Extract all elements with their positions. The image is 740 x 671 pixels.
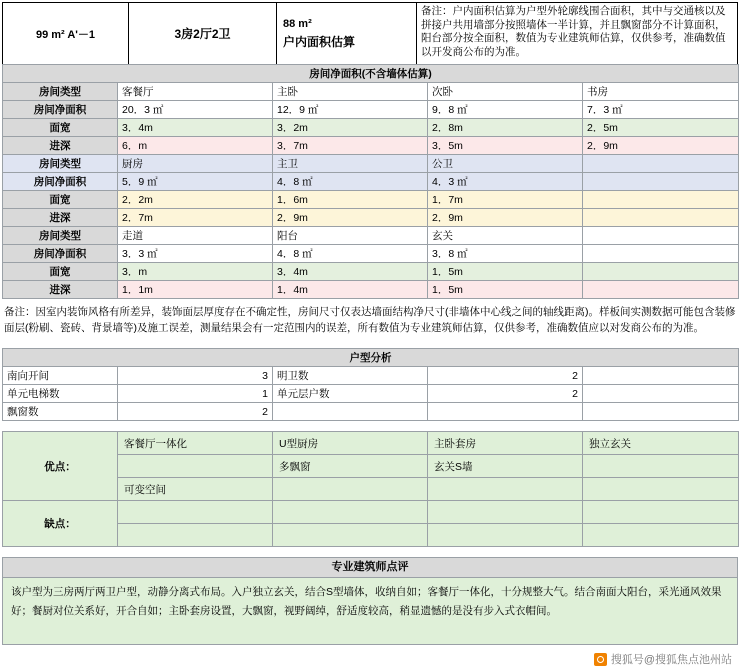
analysis-key (273, 403, 428, 421)
cell: 2．5m (583, 119, 739, 137)
area-cell (277, 3, 417, 64)
cell: 走道 (118, 227, 273, 245)
analysis-key: 南向开间 (3, 367, 118, 385)
pros-item: U型厨房 (273, 432, 428, 455)
cell: 2．8m (428, 119, 583, 137)
footer-brand: 搜狐号@搜狐焦点池州站 (610, 654, 732, 666)
cell: 4．8 ㎡ (273, 245, 428, 263)
pros-item: 玄关S墙 (428, 455, 583, 478)
analysis-title: 户型分析 (3, 349, 739, 367)
pros-item (583, 455, 739, 478)
cons-item (583, 501, 739, 524)
cell: 7．3 ㎡ (583, 101, 739, 119)
cell: 3．3 ㎡ (118, 245, 273, 263)
row-label-width: 面宽 (3, 191, 118, 209)
table-row (3, 191, 739, 209)
cell (583, 173, 739, 191)
table-row (3, 281, 739, 299)
row-label-net-area: 房间净面积 (3, 173, 118, 191)
unit-code-cell (3, 3, 129, 64)
cell: 3．4m (118, 119, 273, 137)
header-row (2, 2, 738, 64)
pros-item: 可变空间 (118, 478, 273, 501)
pros-item: 客餐厅一体化 (118, 432, 273, 455)
table-row (3, 263, 739, 281)
cell: 3．m (118, 263, 273, 281)
page-root (0, 2, 740, 671)
spacer (0, 338, 740, 348)
pros-label: 优点： (3, 432, 118, 501)
table-row (3, 83, 739, 101)
cell: 主卧 (273, 83, 428, 101)
cell: 2．2m (118, 191, 273, 209)
cell: 3．8 ㎡ (428, 245, 583, 263)
pros-item: 独立玄关 (583, 432, 739, 455)
comment-block (2, 557, 738, 645)
room-area-table (2, 64, 739, 299)
row-label-width: 面宽 (3, 119, 118, 137)
analysis-value: 2 (428, 385, 583, 403)
analysis-spacer (583, 403, 739, 421)
cell: 9．8 ㎡ (428, 101, 583, 119)
table-row (3, 349, 739, 367)
analysis-value: 2 (428, 367, 583, 385)
cell: 2．7m (118, 209, 273, 227)
cell: 3．5m (428, 137, 583, 155)
cell: 主卫 (273, 155, 428, 173)
cons-item (118, 524, 273, 547)
cell: 1．4m (273, 281, 428, 299)
cell (583, 281, 739, 299)
area-value: 88 m² (283, 17, 312, 30)
cons-item (428, 524, 583, 547)
pros-item (118, 455, 273, 478)
cell (583, 209, 739, 227)
cell: 玄关 (428, 227, 583, 245)
cell (583, 191, 739, 209)
cell: 5．9 ㎡ (118, 173, 273, 191)
cell: 6．m (118, 137, 273, 155)
cons-item (273, 524, 428, 547)
cell: 3．4m (273, 263, 428, 281)
cell: 1．5m (428, 263, 583, 281)
analysis-value: 3 (118, 367, 273, 385)
cell: 客餐厅 (118, 83, 273, 101)
cons-item (273, 501, 428, 524)
cell: 20．3 ㎡ (118, 101, 273, 119)
row-label-net-area: 房间净面积 (3, 101, 118, 119)
pros-item: 主卧套房 (428, 432, 583, 455)
table-row (3, 501, 739, 524)
cell: 次卧 (428, 83, 583, 101)
table-row (3, 173, 739, 191)
cell: 2．9m (273, 209, 428, 227)
cell: 1．5m (428, 281, 583, 299)
cons-item (583, 524, 739, 547)
row-label-net-area: 房间净面积 (3, 245, 118, 263)
cell: 阳台 (273, 227, 428, 245)
layout-text: 3房2厅2卫 (174, 27, 231, 41)
cell: 2．9m (428, 209, 583, 227)
row-label-depth: 进深 (3, 209, 118, 227)
analysis-spacer (583, 367, 739, 385)
analysis-key: 单元电梯数 (3, 385, 118, 403)
pros-item: 多飘窗 (273, 455, 428, 478)
cell: 2．9m (583, 137, 739, 155)
cell (583, 263, 739, 281)
header-note-cell (417, 3, 737, 64)
pros-item (583, 478, 739, 501)
cell: 4．3 ㎡ (428, 173, 583, 191)
cell: 1．6m (273, 191, 428, 209)
spacer (0, 421, 740, 431)
cons-item (428, 501, 583, 524)
cell: 书房 (583, 83, 739, 101)
row-label-width: 面宽 (3, 263, 118, 281)
row-label-type: 房间类型 (3, 83, 118, 101)
cell: 公卫 (428, 155, 583, 173)
row-label-type: 房间类型 (3, 155, 118, 173)
pros-item (273, 478, 428, 501)
area-label: 户内面积估算 (283, 34, 356, 49)
cell (583, 245, 739, 263)
row-label-depth: 进深 (3, 281, 118, 299)
comment-title: 专业建筑师点评 (2, 557, 738, 578)
pros-item (428, 478, 583, 501)
footer-watermark (594, 651, 732, 667)
analysis-key: 明卫数 (273, 367, 428, 385)
cell: 12．9 ㎡ (273, 101, 428, 119)
unit-code: 99 m² A'－1 (35, 28, 96, 41)
cell (583, 155, 739, 173)
remark-text: 备注：因室内装饰风格有所差异，装饰面层厚度存在不确定性，房间尺寸仅表达墙面结构净尺寸(非墙体中心线之间的轴线距离)。样板间实测数据可能包含装修面层(粉刷、瓷砖、背景墙等)及施工误差，测量结果会有一定范围内的误差，所有数值为专业建筑师估算，仅供参考，准确数值应以对发商公布的为准。 (4, 306, 736, 334)
table-row (3, 155, 739, 173)
table-row (3, 227, 739, 245)
table-row (3, 385, 739, 403)
cell: 1．7m (428, 191, 583, 209)
analysis-table (2, 348, 739, 421)
table-row (3, 137, 739, 155)
table-row (3, 65, 739, 83)
table-row (3, 403, 739, 421)
table-row (3, 432, 739, 455)
table-row (3, 101, 739, 119)
cons-item (118, 501, 273, 524)
row-label-depth: 进深 (3, 137, 118, 155)
cell: 4．8 ㎡ (273, 173, 428, 191)
sohu-logo-icon (594, 653, 607, 666)
cell: 3．7m (273, 137, 428, 155)
table-row (3, 245, 739, 263)
row-label-type: 房间类型 (3, 227, 118, 245)
cell (583, 227, 739, 245)
analysis-spacer (583, 385, 739, 403)
analysis-key: 单元层户数 (273, 385, 428, 403)
analysis-value: 2 (118, 403, 273, 421)
table-row (3, 209, 739, 227)
table-row (3, 367, 739, 385)
cons-label: 缺点： (3, 501, 118, 547)
analysis-value (428, 403, 583, 421)
cell: 1．1m (118, 281, 273, 299)
layout-cell (129, 3, 277, 64)
header-note: 备注：户内面积估算为户型外轮廓线围合面积，其中与交通核以及拼接户共用墙部分按照墙体一半计算，并且飘窗部分不计算面积，阳台部分按全面积，数值为专业建筑师估算，仅供参考，准确数值以开发商公布的为准。 (421, 5, 726, 58)
cell: 厨房 (118, 155, 273, 173)
table-row (3, 119, 739, 137)
room-table-title: 房间净面积(不含墙体估算) (3, 65, 739, 83)
analysis-key: 飘窗数 (3, 403, 118, 421)
cell: 3．2m (273, 119, 428, 137)
spacer (0, 547, 740, 557)
pros-cons-table (2, 431, 739, 547)
comment-body: 该户型为三房两厅两卫户型，动静分离式布局。入户独立玄关，结合S型墙体，收纳自如；客餐厅一体化，十分规整大气。结合南面大阳台，采光通风效果好；餐厨对位关系好，开合自如；主卧套房设置，大飘窗，视野阔绰，舒适度较高，稍显遗憾的是没有步入式衣帽间。 (2, 578, 738, 645)
analysis-value: 1 (118, 385, 273, 403)
